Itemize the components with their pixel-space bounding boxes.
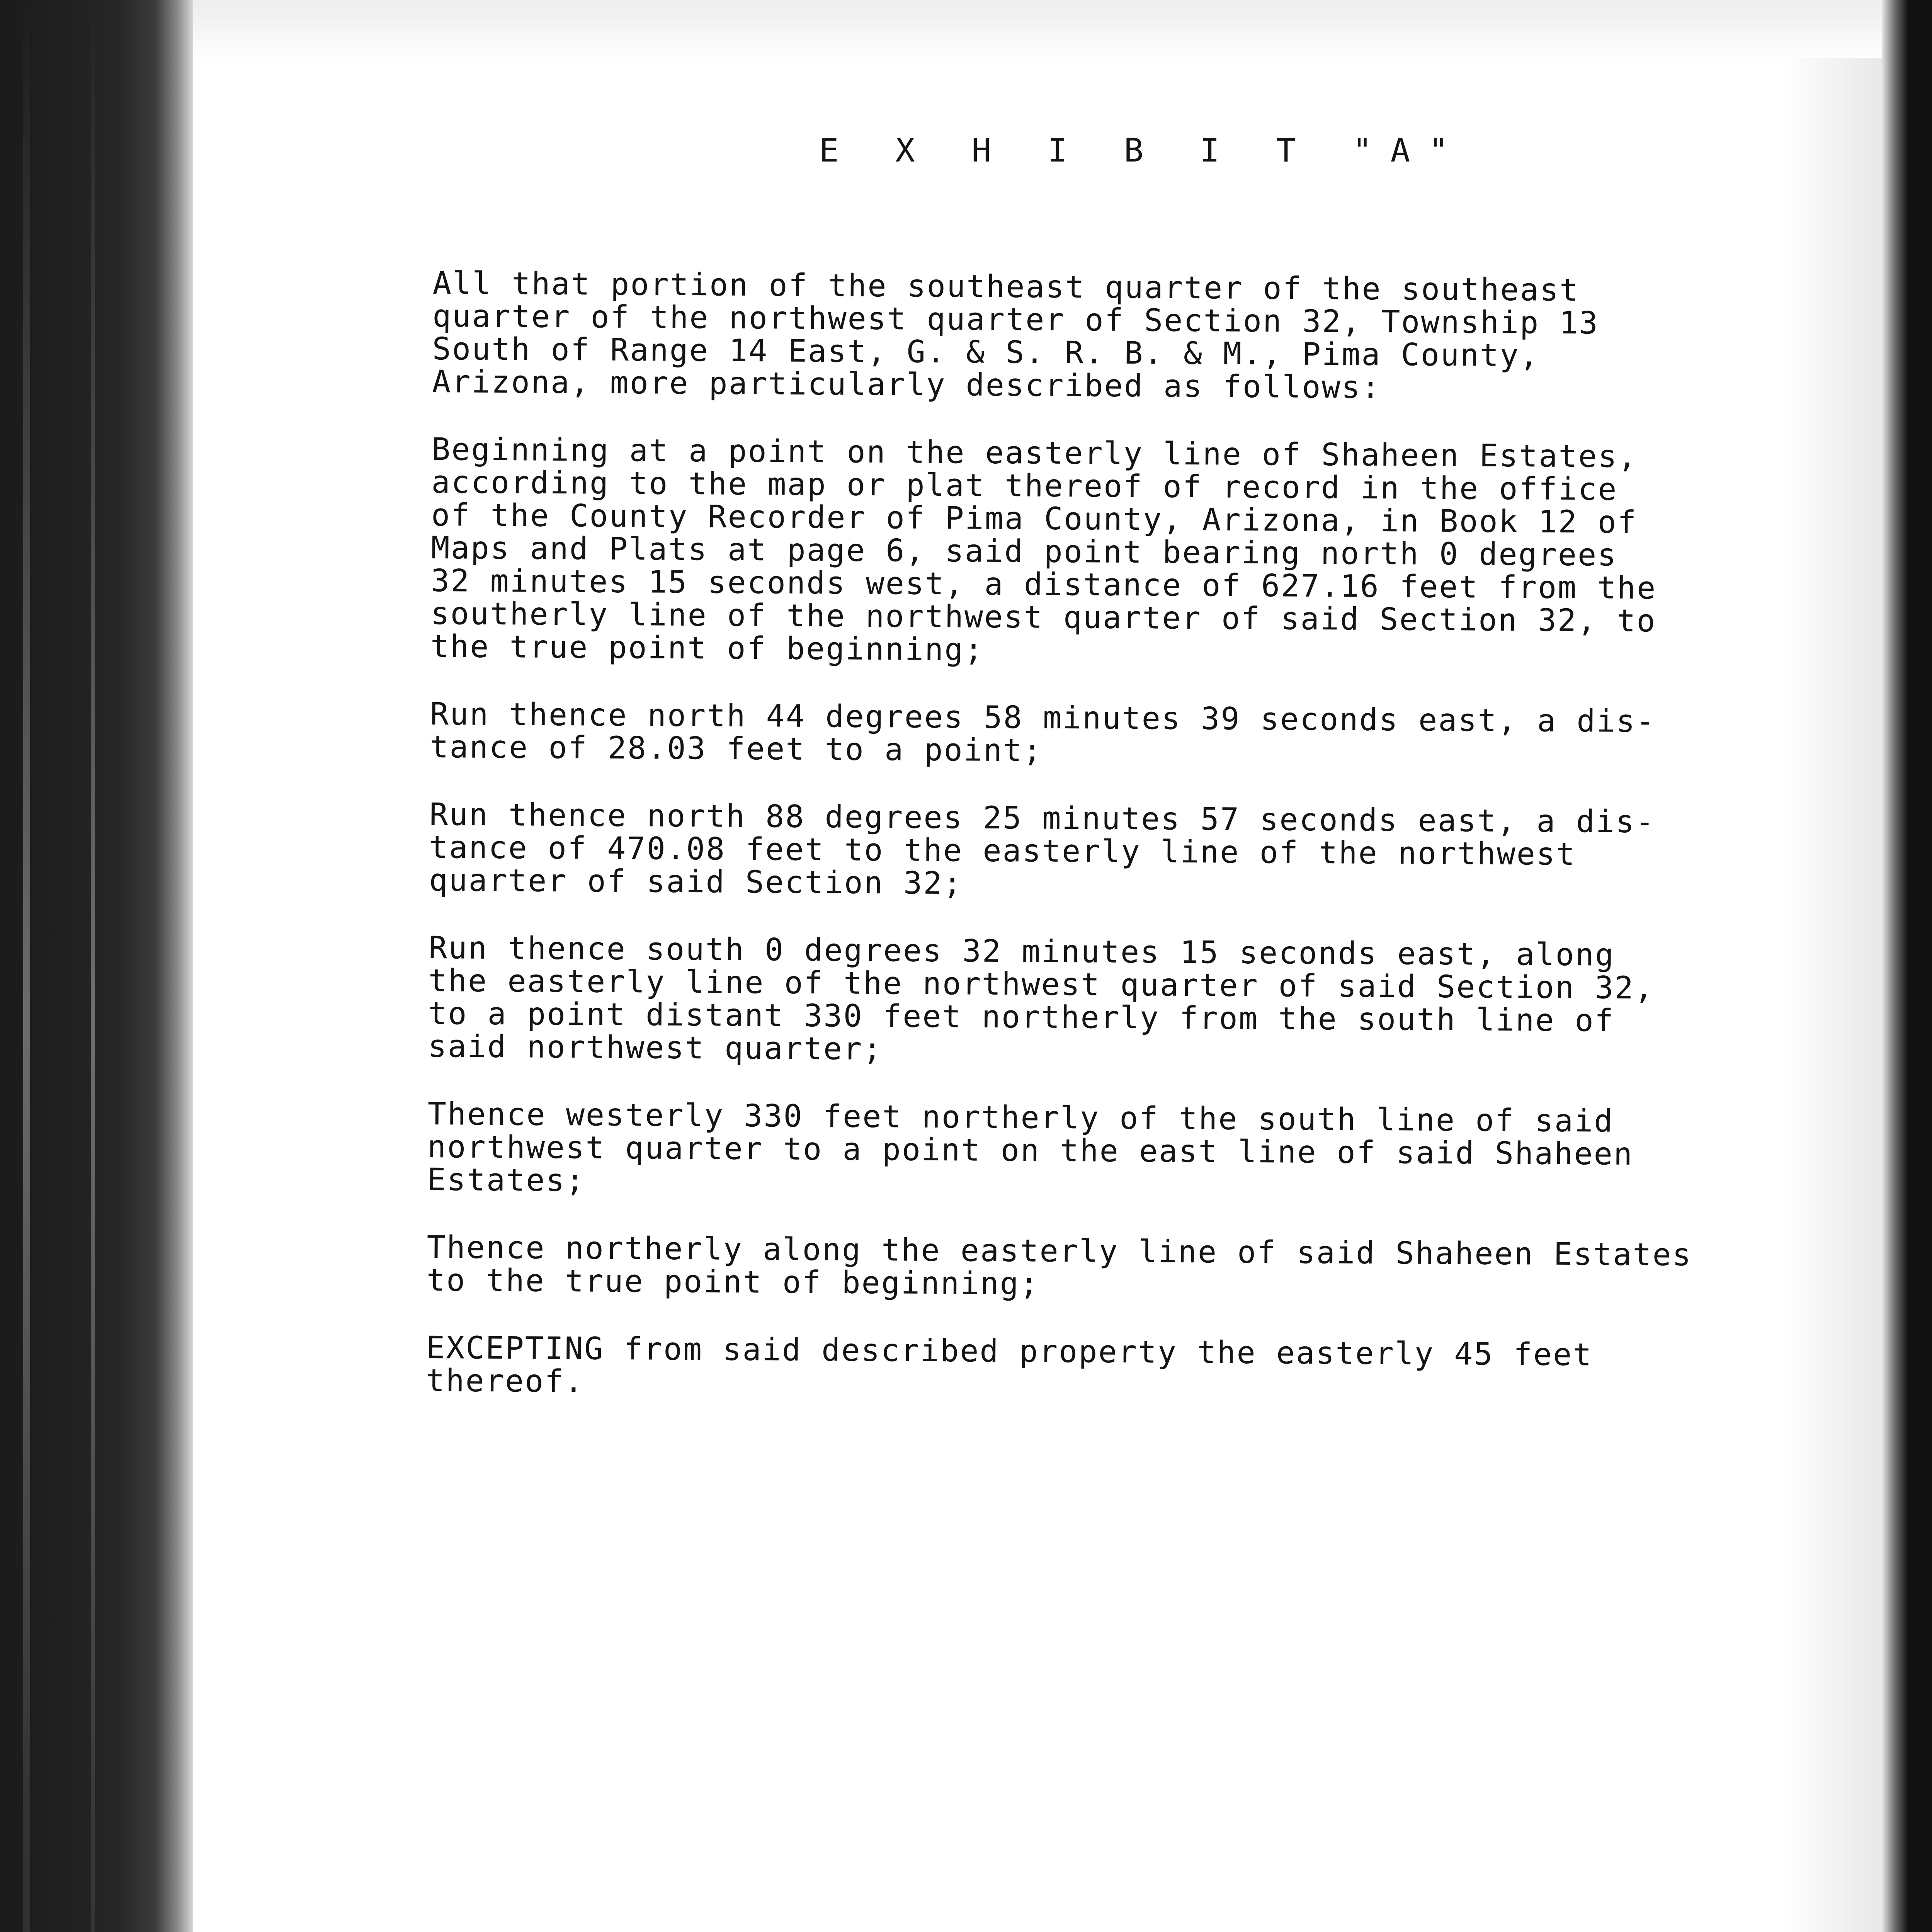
paragraph-parcel-description: All that portion of the southeast quarter of the southeast quarter of the northwest quarter of Section 32, Township 13 South of Range 14 East, G. & S. R. B. & M., Pima County, Arizona, more particularly described as follows:	[432, 265, 1599, 405]
paragraph-course-4: Thence westerly 330 feet northerly of the south line of said northwest quarter to a point on the east line of said Shaheen Estates;	[427, 1095, 1634, 1199]
paragraph-course-2: Run thence north 88 degrees 25 minutes 57 seconds east, a dis- tance of 470.08 feet to the easterly line of the northwest quarter of said Section 32;	[429, 796, 1655, 901]
paragraph-course-1: Run thence north 44 degrees 58 minutes 39 seconds east, a dis- tance of 28.03 feet to a point;	[430, 696, 1656, 769]
scan-streak	[91, 0, 95, 1932]
paragraph-course-5: Thence northerly along the easterly line of said Shaheen Estates to the true point of beginning;	[426, 1229, 1692, 1302]
scan-streak	[23, 0, 30, 1932]
paragraph-beginning-point: Beginning at a point on the easterly line of Shaheen Estates, according to the map or plat thereof of record in the office of the County Recorder of Pima County, Arizona, in Book 12 of Maps and Plats at page 6, said point bearing north 0 degrees 32 minutes 15 seconds west, a distance of 627.16 feet from the southerly line of the northwest quarter of said Section 32, to the true point of beginning;	[430, 431, 1657, 668]
paragraph-course-3: Run thence south 0 degrees 32 minutes 15 seconds east, along the easterly line of the northwest quarter of said Section 32, to a point distant 330 feet northerly from the south line of said northwest quarter;	[428, 929, 1655, 1067]
legal-description	[426, 267, 1754, 1405]
exhibit-title: E X H I B I T "A"	[819, 131, 1467, 169]
paragraph-exception: EXCEPTING from said described property the easterly 45 feet thereof.	[426, 1329, 1593, 1400]
scan-haze-right	[1781, 58, 1882, 1932]
scan-edge-right	[1882, 0, 1932, 1932]
scan-haze-top	[193, 0, 1882, 62]
